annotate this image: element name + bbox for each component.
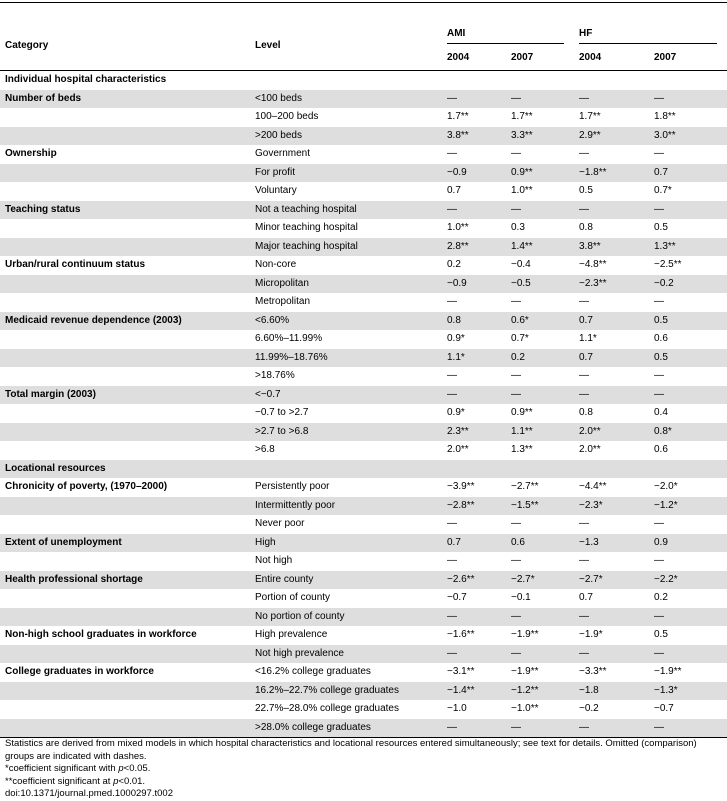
table-top-rule xyxy=(0,2,727,3)
table-row xyxy=(0,349,727,368)
table-row xyxy=(0,663,727,682)
value-cell: 0.9** xyxy=(506,164,574,183)
level-cell: Intermittently poor xyxy=(250,497,442,516)
value-cell: — xyxy=(442,645,506,664)
table-row xyxy=(0,256,727,275)
value-cell: 0.7 xyxy=(447,185,461,196)
level-cell: Persistently poor xyxy=(255,481,330,492)
category-cell xyxy=(0,423,250,442)
value-cell: −0.7 xyxy=(654,703,674,714)
level-cell: Minor teaching hospital xyxy=(255,222,358,233)
table-row xyxy=(0,367,727,386)
value-cell: — xyxy=(447,148,457,159)
table-row xyxy=(0,719,727,738)
category-cell xyxy=(0,349,250,368)
table-row xyxy=(0,552,727,571)
value-cell: 3.0** xyxy=(649,127,727,146)
value-cell: 3.3** xyxy=(506,127,574,146)
table-row xyxy=(0,608,727,627)
value-cell: — xyxy=(574,608,649,627)
level-cell: 16.2%–22.7% college graduates xyxy=(250,682,442,701)
table-row xyxy=(0,682,727,701)
category-cell: Total margin (2003) xyxy=(0,386,250,405)
value-cell: −2.3* xyxy=(574,497,649,516)
value-cell: 0.2 xyxy=(654,592,668,603)
level-cell: High xyxy=(250,534,442,553)
value-cell: — xyxy=(442,386,506,405)
table-body xyxy=(0,71,727,738)
category-cell: Extent of unemployment xyxy=(0,534,250,553)
value-cell: −0.4 xyxy=(511,259,531,270)
table-row xyxy=(0,145,727,164)
value-cell: 0.7 xyxy=(574,349,649,368)
value-cell: 1.3** xyxy=(511,444,533,455)
category-cell xyxy=(0,367,250,386)
category-cell xyxy=(0,645,250,664)
level-cell: No portion of county xyxy=(250,608,442,627)
value-cell: — xyxy=(506,645,574,664)
value-cell: — xyxy=(447,555,457,566)
category-cell xyxy=(0,238,250,257)
value-cell: −1.8 xyxy=(574,682,649,701)
value-cell: 0.3 xyxy=(511,222,525,233)
value-cell: −0.2 xyxy=(579,703,599,714)
value-cell: −2.2* xyxy=(649,571,727,590)
level-cell: >18.76% xyxy=(255,370,295,381)
value-cell: −0.7 xyxy=(447,592,467,603)
table-row xyxy=(0,164,727,183)
value-cell: −0.2 xyxy=(649,275,727,294)
section-title: Individual hospital characteristics xyxy=(5,74,167,85)
category-cell xyxy=(0,719,250,738)
level-cell: >6.8 xyxy=(255,444,275,455)
table-row xyxy=(0,219,727,238)
value-cell: 1.1* xyxy=(579,333,597,344)
level-cell: Metropolitan xyxy=(255,296,311,307)
category-cell: Ownership xyxy=(5,148,57,159)
footnote-p05: *coefficient significant with p<0.05. xyxy=(5,763,151,774)
value-cell: — xyxy=(649,201,727,220)
value-cell: −2.6** xyxy=(442,571,506,590)
category-cell: Non-high school graduates in workforce xyxy=(5,629,197,640)
value-cell: — xyxy=(579,370,589,381)
value-cell: −1.0** xyxy=(511,703,539,714)
value-cell: — xyxy=(649,645,727,664)
value-cell: — xyxy=(442,90,506,109)
value-cell: — xyxy=(511,148,521,159)
value-cell: 3.8** xyxy=(574,238,649,257)
value-cell: −1.6** xyxy=(447,629,475,640)
value-cell: −2.3** xyxy=(574,275,649,294)
value-cell: −1.4** xyxy=(442,682,506,701)
value-cell: — xyxy=(654,518,664,529)
table-row xyxy=(0,201,727,220)
value-cell: 0.5 xyxy=(649,312,727,331)
value-cell: — xyxy=(579,148,589,159)
category-cell xyxy=(0,404,250,423)
value-cell: 2.3** xyxy=(442,423,506,442)
value-cell: 0.8 xyxy=(579,407,593,418)
value-cell: — xyxy=(649,386,727,405)
table-row xyxy=(0,626,727,645)
header-level: Level xyxy=(250,22,442,71)
value-cell: 0.2 xyxy=(447,259,461,270)
level-cell: −0.7 to >2.7 xyxy=(255,407,309,418)
table-row xyxy=(0,700,727,719)
value-cell: — xyxy=(574,719,649,738)
level-cell: Entire county xyxy=(250,571,442,590)
category-cell xyxy=(0,682,250,701)
value-cell: 0.7 xyxy=(574,312,649,331)
category-cell: Number of beds xyxy=(0,90,250,109)
value-cell: 0.8 xyxy=(579,222,593,233)
table-row xyxy=(0,386,727,405)
table-row xyxy=(0,182,727,201)
table-row xyxy=(0,497,727,516)
value-cell: 0.6* xyxy=(506,312,574,331)
value-cell: — xyxy=(574,201,649,220)
value-cell: −4.4** xyxy=(579,481,607,492)
value-cell: −1.5** xyxy=(506,497,574,516)
category-cell: Health professional shortage xyxy=(0,571,250,590)
value-cell: 0.5 xyxy=(654,629,668,640)
value-cell: 1.7** xyxy=(579,111,601,122)
table-row xyxy=(0,127,727,146)
level-cell: >28.0% college graduates xyxy=(250,719,442,738)
section-row xyxy=(0,460,727,479)
value-cell: 0.6 xyxy=(506,534,574,553)
value-cell: −1.8** xyxy=(574,164,649,183)
value-cell: — xyxy=(442,201,506,220)
value-cell: 2.8** xyxy=(442,238,506,257)
table-row xyxy=(0,275,727,294)
level-cell: High prevalence xyxy=(255,629,328,640)
table-row xyxy=(0,404,727,423)
footnote-statistics: Statistics are derived from mixed models in which hospital characteristics and locational resources entered simultaneously; see text for details. Omitted (comparison) groups are indicated with dashes. xyxy=(5,738,697,762)
value-cell: 0.6 xyxy=(654,333,668,344)
value-cell: −1.2* xyxy=(649,497,727,516)
value-cell: 0.8 xyxy=(442,312,506,331)
category-cell xyxy=(0,441,250,460)
value-cell: 2.0** xyxy=(447,444,469,455)
table-row xyxy=(0,441,727,460)
value-cell: 0.7 xyxy=(442,534,506,553)
level-cell: 6.60%–11.99% xyxy=(255,333,323,344)
value-cell: — xyxy=(579,555,589,566)
value-cell: 0.7* xyxy=(511,333,529,344)
level-cell: 100–200 beds xyxy=(255,111,319,122)
value-cell: −3.9** xyxy=(447,481,475,492)
value-cell: 0.9 xyxy=(649,534,727,553)
section-row xyxy=(0,71,727,90)
header-ami: AMI xyxy=(442,22,574,46)
value-cell: −2.7* xyxy=(506,571,574,590)
value-cell: — xyxy=(579,518,589,529)
table-row xyxy=(0,312,727,331)
value-cell: 0.9** xyxy=(511,407,533,418)
category-cell xyxy=(0,108,250,127)
table-row xyxy=(0,645,727,664)
value-cell: −2.7** xyxy=(511,481,539,492)
category-cell: Teaching status xyxy=(0,201,250,220)
value-cell: — xyxy=(649,719,727,738)
level-cell: Portion of county xyxy=(255,592,331,603)
level-cell: Non-core xyxy=(255,259,297,270)
value-cell: −3.1** xyxy=(447,666,475,677)
value-cell: 1.3** xyxy=(649,238,727,257)
header-year: 2004 xyxy=(574,46,649,71)
value-cell: — xyxy=(506,719,574,738)
value-cell: 1.0** xyxy=(447,222,469,233)
table-row xyxy=(0,238,727,257)
value-cell: — xyxy=(511,296,521,307)
value-cell: — xyxy=(654,148,664,159)
header-row-groups xyxy=(0,22,727,46)
level-cell: Never poor xyxy=(255,518,305,529)
category-cell xyxy=(0,219,250,238)
value-cell: 0.7* xyxy=(654,185,672,196)
value-cell: 0.7 xyxy=(579,592,593,603)
value-cell: — xyxy=(442,608,506,627)
category-cell: Chronicity of poverty, (1970–2000) xyxy=(5,481,168,492)
value-cell: — xyxy=(649,608,727,627)
header-hf: HF xyxy=(574,22,727,46)
category-cell xyxy=(0,293,250,312)
value-cell: — xyxy=(654,555,664,566)
value-cell: — xyxy=(506,386,574,405)
level-cell: Micropolitan xyxy=(250,275,442,294)
value-cell: — xyxy=(442,719,506,738)
category-cell: College graduates in workforce xyxy=(5,666,154,677)
value-cell: −2.5** xyxy=(654,259,682,270)
level-cell: <16.2% college graduates xyxy=(255,666,371,677)
section-title: Locational resources xyxy=(0,460,727,479)
value-cell: 0.5 xyxy=(649,349,727,368)
value-cell: — xyxy=(447,296,457,307)
table-row xyxy=(0,108,727,127)
value-cell: 0.8* xyxy=(649,423,727,442)
level-cell: Government xyxy=(255,148,311,159)
value-cell: — xyxy=(506,608,574,627)
level-cell: 22.7%–28.0% college graduates xyxy=(255,703,399,714)
value-cell: — xyxy=(654,296,664,307)
category-cell xyxy=(0,275,250,294)
level-cell: Major teaching hospital xyxy=(250,238,442,257)
value-cell: 1.8** xyxy=(654,111,676,122)
category-cell xyxy=(0,127,250,146)
value-cell: 1.7** xyxy=(447,111,469,122)
category-cell xyxy=(0,552,250,571)
value-cell: — xyxy=(447,518,457,529)
value-cell: −1.3* xyxy=(649,682,727,701)
header-year: 2007 xyxy=(649,46,727,71)
table-row xyxy=(0,478,727,497)
value-cell: — xyxy=(574,386,649,405)
level-cell: 11.99%–18.76% xyxy=(250,349,442,368)
value-cell: −4.8** xyxy=(579,259,607,270)
value-cell: −2.0* xyxy=(654,481,678,492)
value-cell: — xyxy=(447,370,457,381)
value-cell: −1.9** xyxy=(511,666,539,677)
value-cell: 0.7 xyxy=(649,164,727,183)
value-cell: −2.7* xyxy=(574,571,649,590)
value-cell: −1.3 xyxy=(574,534,649,553)
value-cell: −2.8** xyxy=(442,497,506,516)
table-row xyxy=(0,293,727,312)
value-cell: 1.1* xyxy=(442,349,506,368)
category-cell xyxy=(0,589,250,608)
category-cell xyxy=(0,164,250,183)
header-year: 2004 xyxy=(442,46,506,71)
table-row xyxy=(0,589,727,608)
value-cell: −0.5 xyxy=(506,275,574,294)
results-table xyxy=(0,22,727,738)
value-cell: 1.0** xyxy=(511,185,533,196)
value-cell: 3.8** xyxy=(442,127,506,146)
table-row xyxy=(0,515,727,534)
level-cell: <−0.7 xyxy=(250,386,442,405)
level-cell: For profit xyxy=(250,164,442,183)
value-cell: −1.0 xyxy=(447,703,467,714)
category-cell xyxy=(0,515,250,534)
value-cell: 2.0** xyxy=(579,444,601,455)
value-cell: — xyxy=(649,90,727,109)
table-row xyxy=(0,571,727,590)
category-cell xyxy=(0,330,250,349)
value-cell: 0.9* xyxy=(447,333,465,344)
category-cell xyxy=(0,182,250,201)
value-cell: −0.1 xyxy=(511,592,531,603)
value-cell: 1.7** xyxy=(511,111,533,122)
level-cell: Not high prevalence xyxy=(250,645,442,664)
header-category: Category xyxy=(0,22,250,71)
value-cell: 0.9* xyxy=(447,407,465,418)
header-year: 2007 xyxy=(506,46,574,71)
value-cell: 2.9** xyxy=(574,127,649,146)
table-row xyxy=(0,423,727,442)
value-cell: — xyxy=(511,370,521,381)
category-cell: Urban/rural continuum status xyxy=(5,259,146,270)
footnote-doi: doi:10.1371/journal.pmed.1000297.t002 xyxy=(5,788,173,799)
level-cell: >200 beds xyxy=(250,127,442,146)
value-cell: — xyxy=(506,201,574,220)
category-cell: Medicaid revenue dependence (2003) xyxy=(0,312,250,331)
value-cell: −3.3** xyxy=(579,666,607,677)
table-row xyxy=(0,330,727,349)
value-cell: 2.0** xyxy=(574,423,649,442)
table-row xyxy=(0,534,727,553)
value-cell: — xyxy=(506,90,574,109)
level-cell: >2.7 to >6.8 xyxy=(250,423,442,442)
category-cell xyxy=(0,700,250,719)
value-cell: — xyxy=(574,645,649,664)
value-cell: −1.2** xyxy=(506,682,574,701)
value-cell: 0.4 xyxy=(654,407,668,418)
value-cell: −1.9** xyxy=(511,629,539,640)
value-cell: — xyxy=(511,518,521,529)
category-cell xyxy=(0,497,250,516)
table-footnotes xyxy=(5,738,720,801)
value-cell: — xyxy=(511,555,521,566)
level-cell: <100 beds xyxy=(250,90,442,109)
value-cell: −0.9 xyxy=(442,275,506,294)
value-cell: — xyxy=(574,90,649,109)
value-cell: 0.2 xyxy=(506,349,574,368)
value-cell: −1.9** xyxy=(654,666,682,677)
value-cell: — xyxy=(654,370,664,381)
value-cell: −1.9* xyxy=(579,629,603,640)
level-cell: <6.60% xyxy=(250,312,442,331)
value-cell: 1.4** xyxy=(506,238,574,257)
value-cell: 0.5 xyxy=(654,222,668,233)
table-row xyxy=(0,90,727,109)
footnote-p01: **coefficient significant at p<0.01. xyxy=(5,775,146,787)
level-cell: Not high xyxy=(255,555,293,566)
level-cell: Voluntary xyxy=(255,185,297,196)
value-cell: 1.1** xyxy=(506,423,574,442)
category-cell xyxy=(0,608,250,627)
value-cell: 0.6 xyxy=(654,444,668,455)
value-cell: — xyxy=(579,296,589,307)
level-cell: Not a teaching hospital xyxy=(250,201,442,220)
value-cell: 0.5 xyxy=(579,185,593,196)
value-cell: −0.9 xyxy=(442,164,506,183)
